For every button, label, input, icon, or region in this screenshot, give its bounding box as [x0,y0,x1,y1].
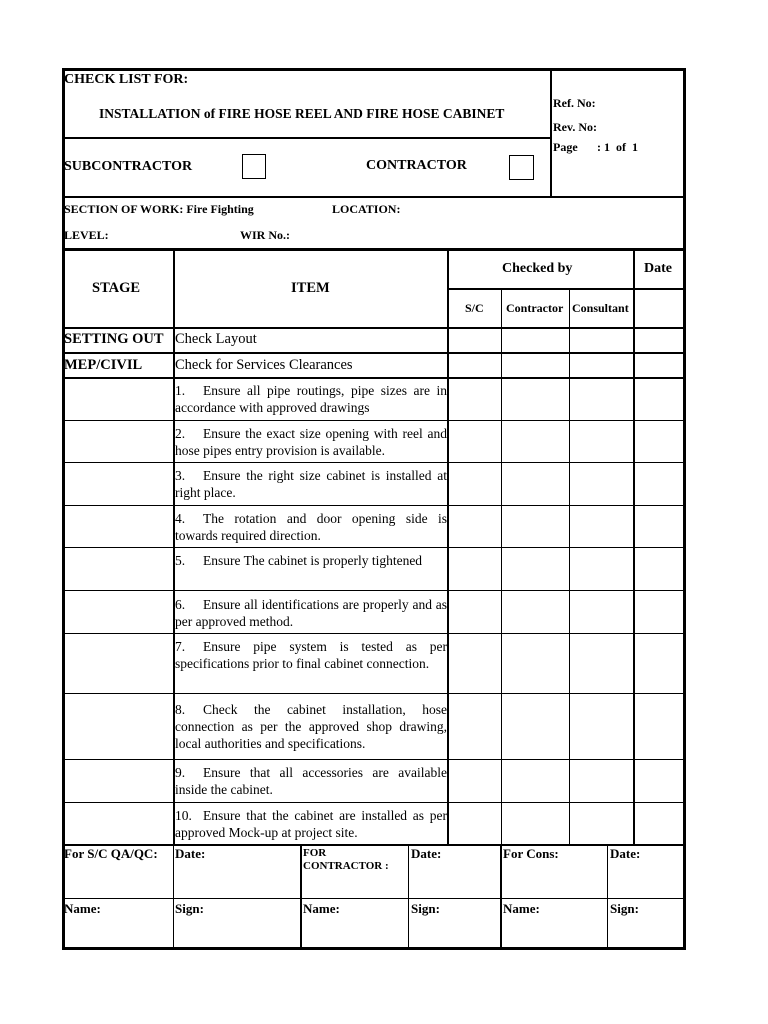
date-label: Date: [610,846,641,861]
item-text: Check the cabinet installation, hose connection as per the approved shop drawing, local authorities and specifications. [175,702,447,751]
table-row-item [175,764,447,798]
subcontractor-label: SUBCONTRACTOR [64,159,193,174]
location-label: LOCATION: [332,202,401,216]
sc-qaqc-label: For S/C QA/QC: [64,846,158,861]
name-label: Name: [503,901,540,916]
table-row-item [175,596,447,630]
sign-label: Sign: [610,901,639,916]
table-row-item [175,467,447,501]
wir-no-label: WIR No.: [240,228,290,242]
item-text: Ensure the right size cabinet is installed at right place. [175,468,447,500]
item-text: Ensure all pipe routings, pipe sizes are in accordance with approved drawings [175,383,447,415]
item-number: 1. [175,383,186,398]
item-number: 7. [175,639,186,654]
item-number: 2. [175,426,186,441]
item-text: Ensure pipe system is tested as per specifications prior to final cabinet connection. [175,639,447,671]
contractor-checkbox[interactable] [509,155,534,180]
sign-label: Sign: [411,901,440,916]
date-header: Date [644,261,672,276]
item-number: 10. [175,808,192,823]
stage-header: STAGE [92,280,141,296]
name-label: Name: [64,901,101,916]
contractor-header: Contractor [506,301,564,315]
item-text: The rotation and door opening side is towards required direction. [175,511,447,543]
rev-no-label: Rev. No: [553,120,597,134]
name-label: Name: [303,901,340,916]
item-number: 4. [175,511,186,526]
item-number: 9. [175,765,186,780]
date-label: Date: [411,846,442,861]
table-row-item [175,552,447,569]
contractor-label: CONTRACTOR [366,158,467,173]
item-header: ITEM [291,280,330,296]
table-row-item: Check for Services Clearances [175,357,353,373]
item-number: 3. [175,468,186,483]
page-value: : 1 of 1 [597,140,638,154]
consultant-header: Consultant [572,301,629,315]
item-text: Ensure The cabinet is properly tightened [203,553,423,568]
level-label: LEVEL: [64,228,109,242]
stage-setting-out: SETTING OUT [64,331,164,347]
date-label: Date: [175,846,206,861]
table-row-item [175,425,447,459]
page-title: INSTALLATION of FIRE HOSE REEL AND FIRE HOSE CABINET [99,106,505,121]
item-text: Ensure that all accessories are available inside the cabinet. [175,765,447,797]
ref-no-label: Ref. No: [553,96,596,110]
for-contractor-label: FOR CONTRACTOR : [303,847,389,872]
checked-by-header: Checked by [502,261,573,276]
subcontractor-checkbox[interactable] [242,154,266,179]
table-row-item [175,510,447,544]
checklist-label: CHECK LIST FOR: [64,72,189,87]
sc-header: S/C [465,301,484,315]
section-of-work: SECTION OF WORK: Fire Fighting [64,202,254,216]
page-label: Page [553,140,578,154]
table-row-item: Check Layout [175,331,257,347]
item-text: Ensure that the cabinet are installed as per approved Mock-up at project site. [175,808,447,840]
table-row-item [175,701,447,752]
item-text: Ensure all identifications are properly and as per approved method. [175,597,447,629]
table-row-item [175,807,447,841]
item-number: 6. [175,597,186,612]
for-cons-label: For Cons: [503,846,559,861]
item-number: 8. [175,702,186,717]
sign-label: Sign: [175,901,204,916]
item-text: Ensure the exact size opening with reel and hose pipes entry provision is available. [175,426,447,458]
table-row-item [175,382,447,416]
stage-mep-civil: MEP/CIVIL [64,357,143,373]
item-number: 5. [175,553,186,568]
table-row-item [175,638,447,672]
